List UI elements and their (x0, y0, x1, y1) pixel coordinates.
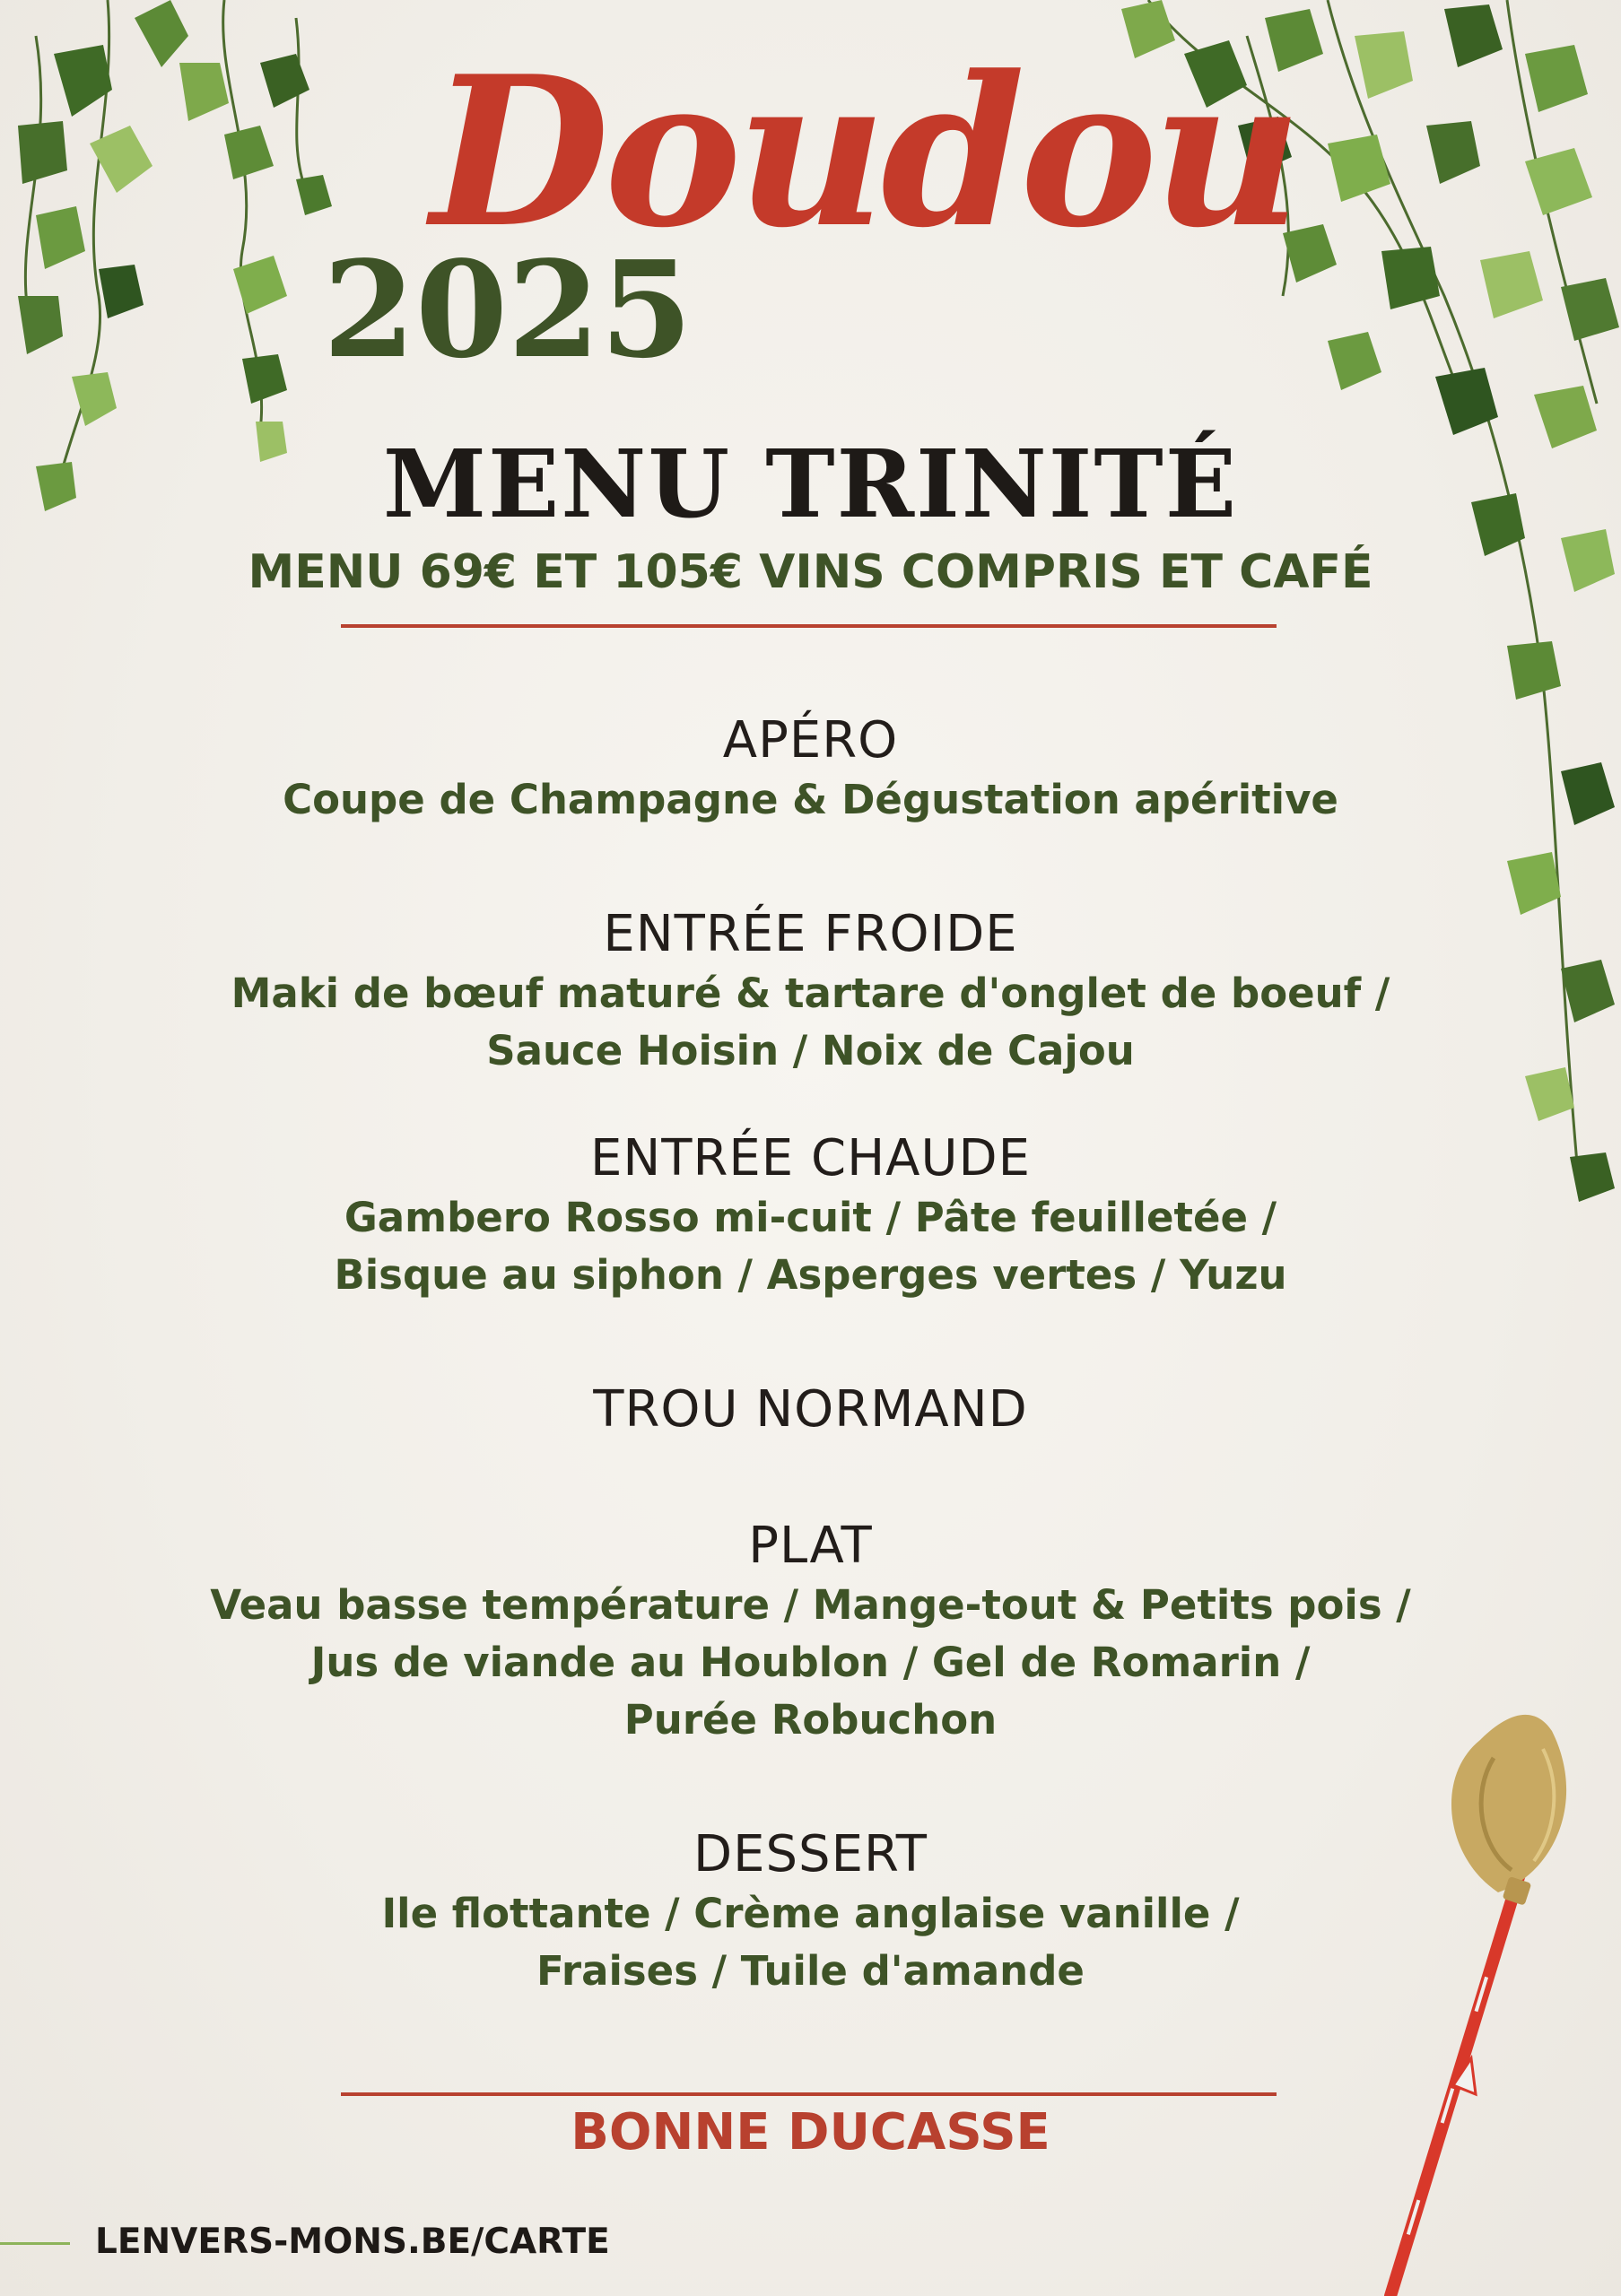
website-link[interactable]: LENVERS-MONS.BE/CARTE (95, 2222, 610, 2262)
course-heading: PLAT (748, 1517, 873, 1575)
course-dish-line: Jus de viande au Houblon / Gel de Romarin / (310, 1639, 1311, 1686)
menu-subtitle: MENU 69€ ET 105€ VINS COMPRIS ET CAFÉ (248, 545, 1373, 599)
footer-accent-line (0, 2242, 70, 2245)
bottom-divider (341, 2092, 1277, 2096)
course-dish-line: Purée Robuchon (623, 1696, 998, 1744)
course-entree-chaude (0, 1128, 1621, 1304)
course-dish-line: Coupe de Champagne & Dégustation apéritive (283, 776, 1338, 823)
course-heading: APÉRO (722, 711, 899, 770)
course-dish-line: Maki de bœuf maturé & tartare d'onglet de boeuf / (231, 970, 1390, 1017)
course-dish-line: Veau basse température / Mange-tout & Petits pois / (210, 1581, 1411, 1629)
course-heading: ENTRÉE CHAUDE (590, 1129, 1031, 1187)
closing-message: BONNE DUCASSE (571, 2103, 1050, 2161)
course-dish-line: Sauce Hoisin / Noix de Cajou (486, 1027, 1135, 1074)
top-divider (341, 624, 1277, 628)
course-entree-froide (0, 904, 1621, 1080)
course-heading: DESSERT (693, 1825, 928, 1883)
course-dish-line: Ile flottante / Crème anglaise vanille / (381, 1890, 1240, 1937)
course-trou-normand (0, 1379, 1621, 1440)
course-dish-line: Gambero Rosso mi-cuit / Pâte feuilletée / (344, 1194, 1277, 1241)
menu-title: MENU TRINITÉ (382, 429, 1239, 539)
course-heading: ENTRÉE FROIDE (603, 905, 1018, 963)
course-dish-line: Fraises / Tuile d'amande (536, 1947, 1085, 1995)
course-dish-line: Bisque au siphon / Asperges vertes / Yuzu (334, 1251, 1287, 1299)
brand-year: 2025 (323, 231, 693, 387)
course-heading: TROU NORMAND (593, 1380, 1028, 1439)
brand-name: Doudou (431, 31, 1297, 274)
course-apero (0, 710, 1621, 829)
doudou-stick-icon (1337, 1695, 1606, 2296)
